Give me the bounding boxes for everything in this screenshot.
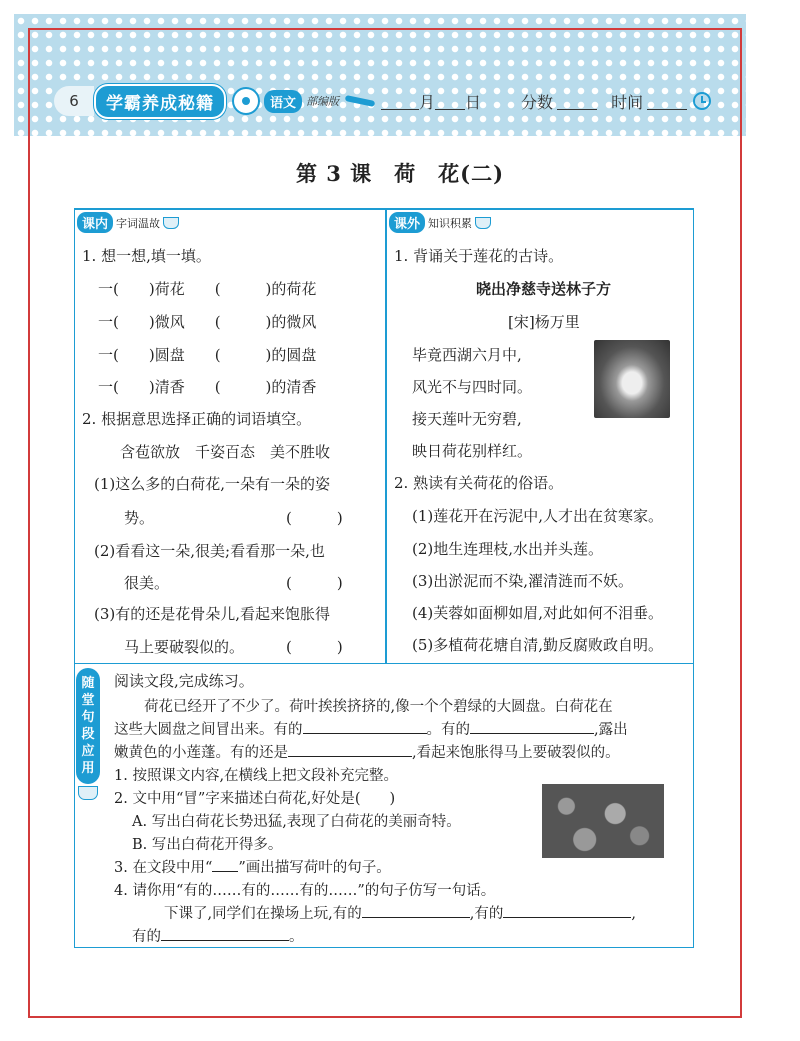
reading-intro: 阅读文段,完成练习。 <box>114 672 254 690</box>
passage-blank-1[interactable] <box>303 719 427 734</box>
in-class-tag-pill: 课内 <box>77 212 113 233</box>
poem-line-1: 毕竟西湖六月中, <box>412 346 522 364</box>
day-label: 日 <box>465 92 482 112</box>
edition-label: 部编版 <box>306 95 340 108</box>
poem-line-4: 映日荷花别样红。 <box>412 442 533 460</box>
side-tag-char: 应 <box>81 744 95 759</box>
side-tag-char: 堂 <box>81 693 95 708</box>
saying-1: (1)莲花开在污泥中,人才出在贫寒家。 <box>412 507 664 525</box>
saying-5: (5)多植荷花塘自清,勤反腐败政自明。 <box>412 636 664 654</box>
cup-icon <box>78 786 98 800</box>
poem-line-3: 接天莲叶无穷碧, <box>412 410 522 428</box>
month-label: 月 <box>419 92 436 112</box>
item-2: 2. 文中用“冒”字来描述白荷花,好处是( ) <box>114 791 396 807</box>
fill-row-3[interactable]: 一( )圆盘 ( )的圆盘 <box>98 346 317 364</box>
score-label: 分数 <box>521 92 554 112</box>
extracurricular-section <box>386 208 694 664</box>
practice-blank-1[interactable] <box>362 903 470 918</box>
sub-question-1b: 势。 <box>124 509 155 527</box>
sub-question-2b: 很美。 <box>124 574 170 592</box>
subject-badge: 语文 <box>264 90 302 113</box>
answer-paren-2[interactable]: ( ) <box>286 574 343 592</box>
extracurricular-tag-pill: 课外 <box>389 212 425 233</box>
time-blank[interactable] <box>647 92 687 110</box>
item-2-option-b[interactable]: B. 写出白荷花开得多。 <box>132 837 283 853</box>
side-tag-char: 随 <box>81 676 95 691</box>
item-4: 4. 请你用“有的……有的……有的……”的句子仿写一句话。 <box>114 883 496 899</box>
sub-question-3a: (3)有的还是花骨朵儿,看起来饱胀得 <box>94 605 331 623</box>
right-question-2: 2. 熟读有关荷花的俗语。 <box>394 474 564 492</box>
sub-question-2a: (2)看看这一朵,很美;看看那一朵,也 <box>94 542 325 560</box>
side-tag-char: 用 <box>81 761 95 776</box>
passage-blank-3[interactable] <box>288 742 412 757</box>
saying-2: (2)地生连理枝,水出并头莲。 <box>412 540 604 558</box>
saying-4: (4)芙蓉如面柳如眉,对此如何不泪垂。 <box>412 604 664 622</box>
pencil-icon <box>345 95 376 107</box>
day-blank[interactable] <box>435 92 465 110</box>
answer-paren-3[interactable]: ( ) <box>286 638 343 656</box>
saying-3: (3)出淤泥而不染,濯清涟而不妖。 <box>412 572 634 590</box>
practice-line-2: 有的 。 <box>132 925 304 946</box>
item-2-option-a[interactable]: A. 写出白荷花长势迅猛,表现了白荷花的美丽奇特。 <box>132 814 461 830</box>
sub-question-1a: (1)这么多的白荷花,一朵有一朵的姿 <box>94 475 331 493</box>
right-question-1: 1. 背诵关于莲花的古诗。 <box>394 247 564 265</box>
in-class-tag <box>77 212 179 233</box>
mascot-icon <box>232 87 260 115</box>
extracurricular-tag-text: 知识积累 <box>428 216 473 230</box>
passage-line-2: 这些大圆盘之间冒出来。有的 。有的 ,露出 <box>114 718 628 739</box>
left-question-2: 2. 根据意思选择正确的词语填空。 <box>82 410 312 428</box>
poem-line-2: 风光不与四时同。 <box>412 378 533 396</box>
in-class-tag-text: 字词温故 <box>116 216 161 230</box>
time-label: 时间 <box>611 92 644 112</box>
fill-row-2[interactable]: 一( )微风 ( )的微风 <box>98 313 317 331</box>
reading-side-tag <box>76 668 100 784</box>
item-1: 1. 按照课文内容,在横线上把文段补充完整。 <box>114 768 399 784</box>
side-tag-char: 段 <box>81 727 95 742</box>
date-score-fields <box>381 90 711 113</box>
extracurricular-tag <box>389 212 491 233</box>
practice-line-1: 下课了,同学们在操场上玩,有的 ,有的 , <box>164 902 636 923</box>
word-bank: 含苞欲放 千姿百态 美不胜收 <box>120 443 331 461</box>
in-class-section <box>74 208 386 664</box>
answer-paren-1[interactable]: ( ) <box>286 509 343 527</box>
passage-line-1: 荷花已经开了不少了。荷叶挨挨挤挤的,像一个个碧绿的大圆盘。白荷花在 <box>144 699 613 715</box>
fill-row-1[interactable]: 一( )荷花 ( )的荷花 <box>98 280 317 298</box>
side-tag-char: 句 <box>81 710 95 725</box>
underline-sample <box>212 857 238 872</box>
cup-icon <box>163 217 179 229</box>
passage-line-3: 嫩黄色的小莲蓬。有的还是 ,看起来饱胀得马上要破裂似的。 <box>114 741 620 762</box>
practice-blank-2[interactable] <box>503 903 631 918</box>
poem-title: 晓出净慈寺送林子方 <box>476 280 612 298</box>
poem-author: [宋]杨万里 <box>508 313 580 331</box>
page-number: 6 <box>54 86 94 116</box>
cup-icon <box>475 217 491 229</box>
item-3: 3. 在文段中用“ ”画出描写荷叶的句子。 <box>114 856 391 877</box>
passage-blank-2[interactable] <box>470 719 594 734</box>
month-blank[interactable] <box>381 92 419 110</box>
lotus-pond-photo <box>542 784 664 858</box>
fill-row-4[interactable]: 一( )清香 ( )的清香 <box>98 378 317 396</box>
header-bar <box>54 84 714 118</box>
lesson-title: 第 3 课 荷 花(二) <box>295 161 505 186</box>
left-question-1: 1. 想一想,填一填。 <box>82 247 211 265</box>
lotus-photo <box>594 340 670 418</box>
brand-logo: 学霸养成秘籍 <box>94 84 226 119</box>
score-blank[interactable] <box>557 92 597 110</box>
practice-blank-3[interactable] <box>161 926 289 941</box>
sub-question-3b: 马上要破裂似的。 <box>124 638 245 656</box>
clock-icon <box>693 92 711 110</box>
